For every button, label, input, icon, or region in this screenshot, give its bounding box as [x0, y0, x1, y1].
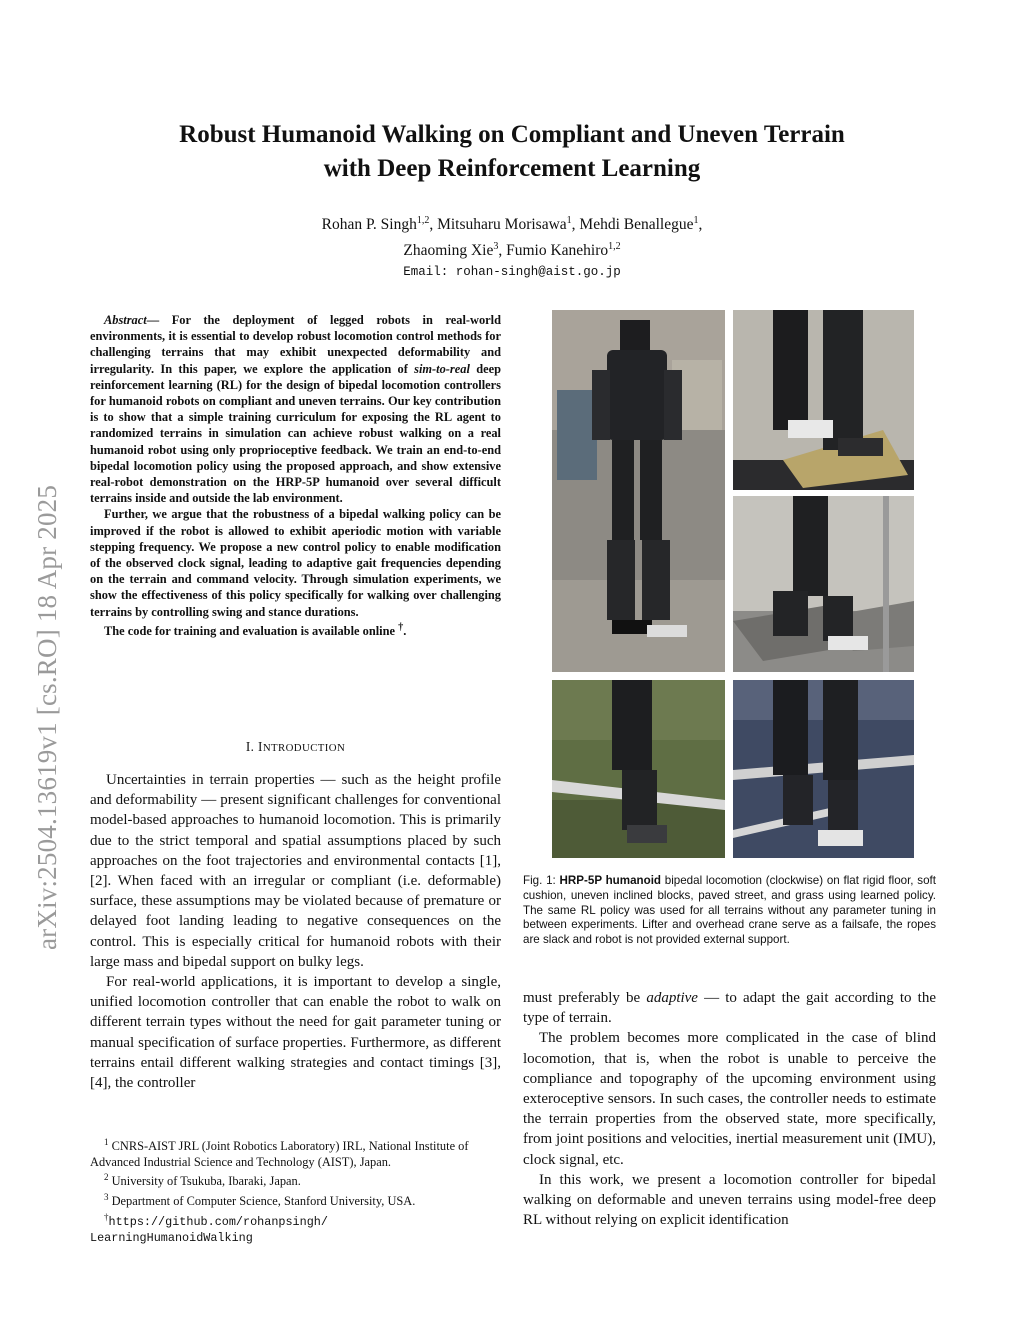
- introduction-body: [90, 770, 501, 1093]
- code-url[interactable]: https://github.com/rohanpsingh/: [108, 1214, 328, 1229]
- author-name: Rohan P. Singh: [321, 216, 417, 234]
- caption-bold: HRP-5P humanoid: [559, 874, 661, 887]
- footnote-mark: †: [104, 1211, 109, 1222]
- footnote-text: Department of Computer Science, Stanford University, USA.: [111, 1194, 416, 1209]
- right-column-body: [523, 988, 936, 1230]
- abstract: [90, 312, 501, 639]
- photo-flat-rigid-floor: [552, 310, 725, 672]
- author-affiliation-mark: 1: [693, 215, 699, 226]
- section-heading: [90, 739, 501, 755]
- abstract-label: Abstract: [104, 313, 147, 327]
- abstract-paragraph: Further, we argue that the robustness of a bipedal walking policy can be improved if the robot is allowed to exhibit aperiodic motion with variable stepping frequency. We propose a new control policy to enable modification of the observed clock signal, leading to adaptive gait frequencies depending on the terrain and command velocity. Through simulation experiments, we show the effectiveness of this policy specifically for walking over challenging terrains by controlling swing and stance durations.: [90, 507, 501, 619]
- author-name: Mitsuharu Morisawa: [437, 216, 567, 234]
- abstract-text: The code for training and evaluation is available online: [104, 623, 395, 638]
- body-text: must preferably be: [523, 990, 641, 1006]
- title-line-1: Robust Humanoid Walking on Compliant and Uneven Terrain: [179, 121, 845, 148]
- footnote-text: CNRS-AIST JRL (Joint Robotics Laboratory) IRL, National Institute of Advanced Industrial Science and Technology (AIST), Japan.: [90, 1139, 469, 1169]
- grass-illustration: [552, 680, 725, 858]
- author-affiliation-mark: 1,2: [416, 215, 430, 226]
- paved-street-illustration: [733, 680, 914, 858]
- body-text: — to adapt the gait according to the type of terrain.: [523, 990, 936, 1027]
- author-line-2: Zhaoming Xie$^3$, Fumio Kanehiro$^{1,2}$: [403, 241, 621, 260]
- photo-grass: [552, 680, 725, 858]
- author-block: [100, 210, 924, 280]
- footnote-continuation: [90, 1230, 501, 1247]
- author-affiliation-mark: 1,2: [608, 241, 621, 253]
- footnote-mark: 2: [104, 1172, 109, 1183]
- section-title-rest: NTRODUCTION: [262, 742, 346, 754]
- section-title-initial: I: [258, 739, 263, 754]
- footnote: [90, 1135, 501, 1170]
- footnote: [90, 1210, 501, 1231]
- photo-uneven-inclined-blocks: [733, 496, 914, 672]
- author-affiliation-mark: 3: [493, 241, 499, 253]
- footnote-mark: 3: [104, 1192, 109, 1203]
- footnote-mark: 1: [104, 1137, 109, 1147]
- paper-title: [100, 118, 924, 186]
- caption-label: Fig. 1:: [523, 874, 556, 887]
- author-line-1: Rohan P. Singh$^{1,2}$, Mitsuharu Morisawa$^1$, Mehdi Benallegue$^1$,: [321, 215, 703, 234]
- abstract-paragraph: Abstract— For the deployment of legged robots in real-world environments, it is essential to develop robust locomotion control methods for challenging terrains that may exhibit unexpected deformability and irregularity. In this paper, we explore the application of sim-to-real deep reinforcement learning (RL) for the design of bipedal locomotion controllers for humanoid robots on compliant and uneven terrains. Our key contribution is to show that a simple training curriculum for exposing the RL agent to randomized terrains in simulation can achieve robust walking on a real humanoid robot using only proprioceptive feedback. We train an end-to-end bipedal locomotion policy using the proposed approach, and show extensive real-robot demonstration on the HRP-5P humanoid over several difficult terrains inside and outside the lab environment.: [90, 313, 501, 506]
- code-url[interactable]: LearningHumanoidWalking: [90, 1231, 253, 1246]
- title-line-2: with Deep Reinforcement Learning: [323, 155, 701, 182]
- footnote-mark: †: [398, 621, 404, 633]
- body-paragraph: For real-world applications, it is important to develop a single, unified locomotion controller that can enable the robot to walk on different terrain types without the need for gait parameter tuning or manual specification of surface properties. Furthermore, as different terrains entail different walking strategies and contact timings [3], [4], the controller: [90, 974, 501, 1092]
- inclined-blocks-illustration: [733, 496, 914, 672]
- body-paragraph: In this work, we present a locomotion controller for bipedal walking on deformable and uneven terrains using model-free deep RL without relying on explicit identification: [523, 1171, 936, 1229]
- photo-paved-street: [733, 680, 914, 858]
- body-paragraph: Uncertainties in terrain properties — such as the height profile and deformability — present significant challenges for conventional model-based approaches to humanoid locomotion. This is primarily due to the strict temporal and spatial assumptions placed by such approaches on the foot trajectories and environmental contacts [1], [2]. When faced with an irregular or compliant (i.e. deformable) surface, these assumptions may be violated because of premature or delayed foot landing leading to negative consequences on the control. This is especially critical for humanoid robots with their large mass and bipedal support on bulky legs.: [90, 772, 501, 970]
- robot-lab-illustration: [552, 310, 725, 672]
- arxiv-identifier: arXiv:2504.13619v1 [cs.RO] 18 Apr 2025: [32, 484, 62, 950]
- author-email: Email: rohan-singh@aist.go.jp: [403, 265, 621, 280]
- author-name: Zhaoming Xie: [403, 242, 494, 260]
- figure-caption: [523, 874, 936, 948]
- body-paragraph: The problem becomes more complicated in the case of blind locomotion, that is, when the robot is unable to perceive the compliance and topography of the upcoming environment using exteroceptive sensors. In such cases, the controller needs to estimate the terrain properties from the observed state, more specifically, from joint positions and velocities, inertial measurement unit (IMU), clock signal, etc.: [523, 1030, 936, 1168]
- author-name: Mehdi Benallegue: [579, 216, 694, 234]
- figure-1: [552, 310, 914, 858]
- footnote-text: University of Tsukuba, Ibaraki, Japan.: [111, 1174, 301, 1189]
- body-emphasis: adaptive: [646, 990, 698, 1006]
- abstract-text: deep reinforcement learning (RL) for the design of bipedal locomotion controllers for humanoid robots on compliant and uneven terrains. Our key contribution is to show that a simple training curriculum for exposing the RL agent to randomized terrains in simulation can achieve robust walking on a real humanoid robot using only proprioceptive feedback. We train an end-to-end bipedal locomotion policy using the proposed approach, and show extensive real-robot demonstration on the HRP-5P humanoid over several difficult terrains inside and outside the lab environment.: [90, 361, 501, 506]
- abstract-emphasis: sim-to-real: [414, 361, 470, 376]
- footnote: [90, 1190, 501, 1210]
- author-name: Fumio Kanehiro: [506, 242, 609, 260]
- abstract-paragraph: The code for training and evaluation is available online †.: [104, 621, 407, 638]
- abstract-text: For the deployment of legged robots in real-world environments, it is essential to develop robust locomotion control methods for challenging terrains that may exhibit unexpected deformability and irregularity. In this paper, we explore the application of: [90, 313, 501, 376]
- footnote: [90, 1170, 501, 1190]
- photo-soft-cushion: [733, 310, 914, 490]
- soft-cushion-illustration: [733, 310, 914, 490]
- section-number: I.: [245, 739, 255, 754]
- caption-text: bipedal locomotion (clockwise) on flat rigid floor, soft cushion, uneven inclined blocks, paved street, and grass using learned policy. The same RL policy was used for all terrains without any parameter tuning in between experiments. Lifter and overhead crane serve as a failsafe, the ropes are slack and robot is not provided external support.: [523, 874, 936, 947]
- footnotes: [90, 1135, 501, 1247]
- body-paragraph: [523, 988, 936, 1028]
- author-affiliation-mark: 1: [566, 215, 572, 226]
